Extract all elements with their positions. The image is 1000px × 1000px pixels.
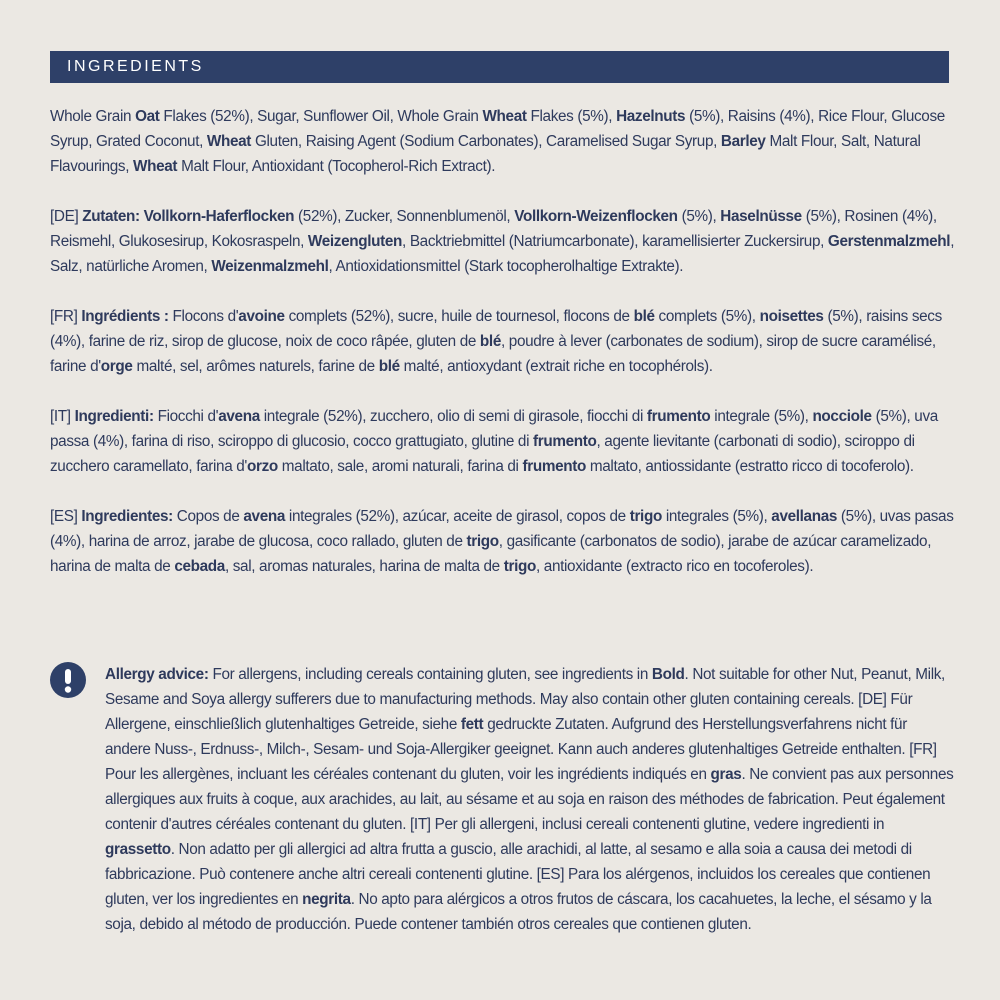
bold-text: Wheat	[206, 133, 252, 150]
text-segment: integrale (5%),	[710, 408, 813, 425]
bold-text: blé	[633, 308, 655, 325]
bold-text: frumento	[533, 433, 597, 450]
text-segment: Flakes (5%),	[526, 108, 617, 125]
text-segment: maltato, sale, aromi naturali, farina di	[277, 458, 523, 475]
text-segment: , sal, aromas naturales, harina de malta de	[224, 558, 504, 575]
text-segment: complets (5%),	[654, 308, 760, 325]
text-segment: . No apto para alérgicos a otros frutos de cáscara, los cacahuetes, la leche, el sésamo y la soja, debido al método de producción. Puede contener también otros cereales que contienen gluten.	[105, 891, 932, 933]
bold-text: trigo	[466, 533, 499, 550]
text-segment: , Backtriebmittel (Natriumcarbonate), karamellisierter Zuckersirup,	[402, 233, 828, 250]
text-segment: (5%), raisins secs (4%), farine de riz, sirop de glucose, noix de coco râpée, gluten de	[50, 308, 942, 350]
bold-text: blé	[479, 333, 501, 350]
bold-text: frumento	[646, 408, 711, 425]
text-segment: (5%), uva passa (4%), farina di riso, sciroppo di glucosio, cocco grattugiato, glutine di	[50, 408, 938, 450]
text-segment: , poudre à lever (carbonates de sodium), sirop de sucre caramélisé, farine d'	[50, 333, 936, 375]
bold-text: Ingredientes:	[81, 508, 173, 525]
text-segment: Fiocchi d'	[153, 408, 219, 425]
bold-text: trigo	[503, 558, 536, 575]
bold-text: orzo	[246, 458, 278, 475]
text-segment: , gasificante (carbonatos de sodio), jarabe de azúcar caramelizado, harina de malta de	[50, 533, 932, 575]
text-segment: (5%), Rosinen (4%), Reismehl, Glukosesirup, Kokosraspeln,	[50, 208, 937, 250]
bold-text: Ingredienti:	[74, 408, 154, 425]
header-title: INGREDIENTS	[67, 58, 204, 75]
ingredients-paragraph	[50, 504, 955, 579]
text-segment: (5%),	[677, 208, 721, 225]
bold-text: Ingrédients :	[81, 308, 169, 325]
text-segment: [DE]	[50, 208, 83, 225]
allergy-text	[105, 662, 955, 937]
bold-text: noisettes	[759, 308, 824, 325]
bold-text: Weizenmalzmehl	[211, 258, 329, 275]
bold-text: Allergy advice:	[105, 666, 209, 683]
bold-text: Haselnüsse	[720, 208, 802, 225]
bold-text: Weizengluten	[307, 233, 403, 250]
bold-text: Wheat	[133, 158, 178, 175]
text-segment: Copos de	[172, 508, 244, 525]
bold-text: trigo	[629, 508, 662, 525]
text-segment: For allergens, including cereals containing gluten, see ingredients in	[208, 666, 652, 683]
text-segment: , Antioxidationsmittel (Stark tocopherolhaltige Extrakte).	[328, 258, 684, 275]
ingredients-paragraph	[50, 304, 955, 379]
text-segment: integrale (52%), zucchero, olio di semi di girasole, fiocchi di	[259, 408, 647, 425]
text-segment: Malt Flour, Salt, Natural Flavourings,	[50, 133, 921, 175]
text-segment: Gluten, Raising Agent (Sodium Carbonates), Caramelised Sugar Syrup,	[251, 133, 721, 150]
text-segment: gedruckte Zutaten. Aufgrund des Herstellungsverfahrens nicht für andere Nuss-, Erdnuss-, Milch-, Sesam- und Soja-Allergiker geeignet. Kann auch anderes glutenhaltiges Getreide enthalten. [FR] Pour les allergènes, incluant les céréales contenant du gluten, voir les ingrédients indiqués en	[105, 716, 937, 783]
bold-text: frumento	[522, 458, 586, 475]
ingredients-header	[50, 51, 949, 83]
text-segment: (5%), Raisins (4%), Rice Flour, Glucose Syrup, Grated Coconut,	[50, 108, 945, 150]
bold-text: Gerstenmalzmehl	[827, 233, 951, 250]
text-segment: maltato, antiossidante (estratto ricco di tocoferolo).	[585, 458, 914, 475]
text-segment: Malt Flour, Antioxidant (Tocopherol-Rich Extract).	[177, 158, 496, 175]
ingredients-paragraph	[50, 204, 955, 279]
bold-text: Hazelnuts	[616, 108, 686, 125]
bold-text: negrita	[302, 891, 351, 908]
text-segment: Flakes (52%), Sugar, Sunflower Oil, Whole Grain	[159, 108, 483, 125]
bold-text: Barley	[720, 133, 766, 150]
bold-text: avena	[243, 508, 286, 525]
text-segment: , antioxidante (extracto rico en tocoferoles).	[535, 558, 814, 575]
bold-text: avoine	[238, 308, 285, 325]
bold-text: Wheat	[482, 108, 527, 125]
text-segment: . Non adatto per gli allergici ad altra frutta a guscio, alle arachidi, al latte, al sesamo e alla soia a causa dei metodi di fabbricazione. Può contenere anche altri cereali contenenti glutine. [ES] Para los alérgenos, incluidos los cereales que contienen gluten, ver los ingredientes en	[105, 841, 931, 908]
text-segment: integrales (5%),	[661, 508, 772, 525]
text-segment: (5%), uvas pasas (4%), harina de arroz, jarabe de glucosa, coco rallado, gluten de	[50, 508, 954, 550]
bold-text: nocciole	[812, 408, 872, 425]
text-segment: . Not suitable for other Nut, Peanut, Milk, Sesame and Soya allergy sufferers due to manufacturing methods. May also contain other gluten containing cereals. [DE] Für Allergene, einschließlich glutenhaltiges Getreide, siehe	[105, 666, 945, 733]
ingredients-paragraph	[50, 404, 955, 479]
bold-text: blé	[378, 358, 400, 375]
bold-text: Vollkorn-Weizenflocken	[514, 208, 678, 225]
text-segment: [IT]	[50, 408, 75, 425]
bold-text: cebada	[174, 558, 225, 575]
text-segment: . Ne convient pas aux personnes allergiques aux fruits à coque, aux arachides, au lait, au sésame et au soja en raison des méthodes de fabrication. Peut également contenir d'autres céréales contenant du gluten. [IT] Per gli allergeni, inclusi cereali contenenti glutine, vedere ingredienti in	[105, 766, 954, 833]
text-segment: Flocons d'	[168, 308, 239, 325]
text-segment: complets (52%), sucre, huile de tournesol, flocons de	[284, 308, 634, 325]
bold-text: gras	[710, 766, 742, 783]
text-segment: Whole Grain	[50, 108, 136, 125]
ingredients-paragraph	[50, 104, 955, 179]
bold-text: fett	[460, 716, 484, 733]
bold-text: orge	[100, 358, 133, 375]
text-segment: integrales (52%), azúcar, aceite de girasol, copos de	[285, 508, 630, 525]
text-segment: (52%), Zucker, Sonnenblumenöl,	[294, 208, 515, 225]
ingredients-section	[50, 104, 955, 604]
bold-text: Bold	[651, 666, 685, 683]
bold-text: Oat	[135, 108, 160, 125]
text-segment: [FR]	[50, 308, 82, 325]
text-segment: , Salz, natürliche Aromen,	[50, 233, 955, 275]
bold-text: avena	[218, 408, 260, 425]
text-segment: malté, sel, arômes naturels, farine de	[132, 358, 379, 375]
text-segment: malté, antioxydant (extrait riche en tocophérols).	[399, 358, 713, 375]
bold-text: avellanas	[771, 508, 838, 525]
bold-text: grassetto	[105, 841, 171, 858]
bold-text: Zutaten: Vollkorn-Haferflocken	[82, 208, 295, 225]
text-segment: , agente lievitante (carbonati di sodio), sciroppo di zucchero caramellato, farina d'	[50, 433, 915, 475]
exclamation-icon	[50, 662, 86, 698]
text-segment: [ES]	[50, 508, 82, 525]
